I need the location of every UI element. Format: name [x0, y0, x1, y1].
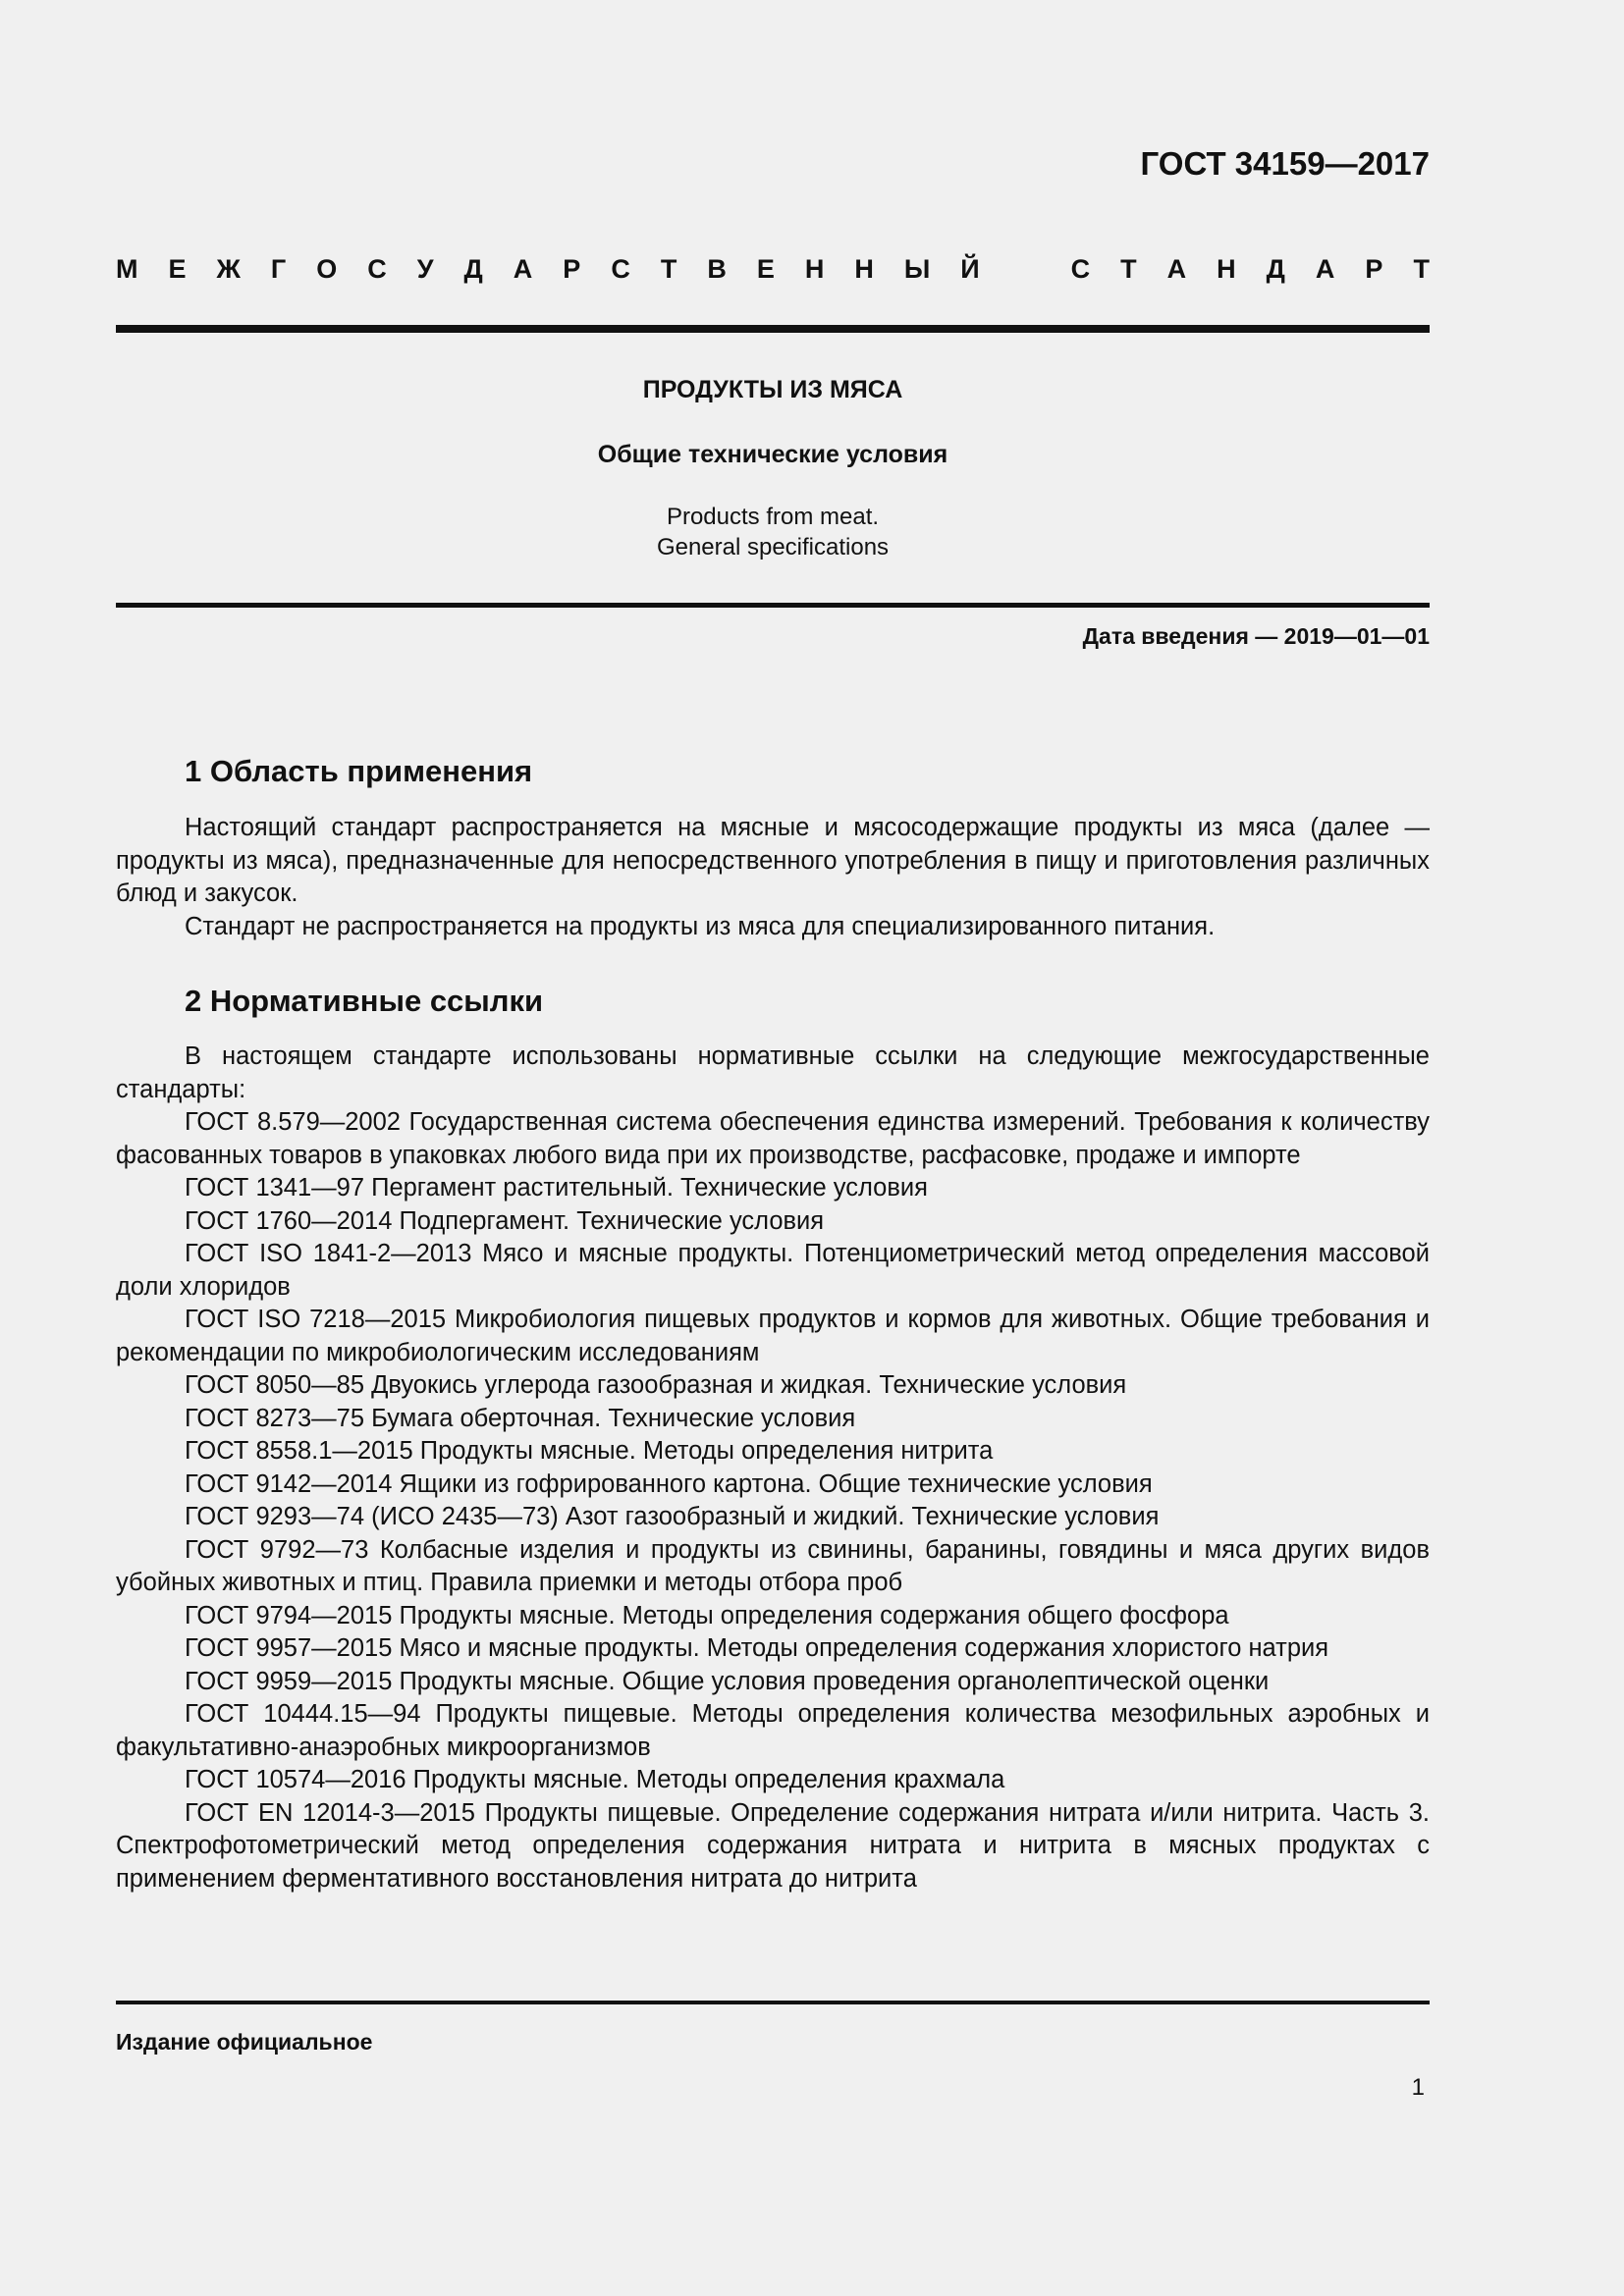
reference-item: ГОСТ 10574—2016 Продукты мясные. Методы определения крахмала — [185, 1766, 1005, 1793]
reference-item: ГОСТ EN 12014-3—2015 Продукты пищевые. Определение содержания нитрата и/или нитрита. Часть 3. Спектрофотометрический метод определения содержания нитрата и нитрита в мясных продуктах с применением ферментативного восстановления нитрата до нитрита — [116, 1798, 1430, 1893]
banner-letter: Т — [660, 254, 677, 284]
banner-letter: Д — [463, 254, 483, 284]
paragraph: В настоящем стандарте использованы нормативные ссылки на следующие межгосударственные стандарты: — [116, 1042, 1430, 1103]
english-title-line-2: General specifications — [656, 534, 890, 561]
banner-letter: Р — [1365, 254, 1383, 284]
banner-letter: Т — [1120, 254, 1137, 284]
banner-letter: Е — [756, 254, 775, 284]
banner-letter: У — [416, 254, 434, 284]
reference-item: ГОСТ 8050—85 Двуокись углерода газообразная и жидкая. Технические условия — [185, 1371, 1127, 1399]
reference-item: ГОСТ 9293—74 (ИСО 2435—73) Азот газообразный и жидкий. Технические условия — [185, 1503, 1160, 1530]
banner-letter: Н — [804, 254, 825, 284]
reference-item: ГОСТ 1341—97 Пергамент растительный. Технические условия — [185, 1174, 928, 1201]
banner-letter: Ы — [903, 254, 931, 284]
reference-item: ГОСТ 8273—75 Бумага оберточная. Технические условия — [185, 1404, 856, 1432]
reference-item: ГОСТ 10444.15—94 Продукты пищевые. Методы определения количества мезофильных аэробных и факультативно-анаэробных микроорганизмов — [116, 1700, 1430, 1761]
paragraph: Настоящий стандарт распространяется на мясные и мясосодержащие продукты из мяса (далее — продукты из мяса), предназначенные для непосредственного употребления в пищу и приготовления различных блюд и закусок. — [116, 814, 1430, 907]
banner-letter: О — [316, 254, 338, 284]
banner-letter: Д — [1266, 254, 1285, 284]
reference-item: ГОСТ 9792—73 Колбасные изделия и продукты из свинины, баранины, говядины и мяса других видов убойных животных и птиц. Правила приемки и методы отбора проб — [116, 1535, 1430, 1596]
banner-letter: Й — [960, 254, 980, 284]
section-1-body — [116, 812, 1430, 943]
reference-item: ГОСТ ISO 1841-2—2013 Мясо и мясные продукты. Потенциометрический метод определения массовой доли хлоридов — [116, 1240, 1430, 1301]
document-number: ГОСТ 34159—2017 — [1140, 145, 1430, 182]
banner-letter: А — [1315, 254, 1335, 284]
banner-letter: А — [1166, 254, 1187, 284]
reference-item: ГОСТ ISO 7218—2015 Микробиология пищевых продуктов и кормов для животных. Общие требования и рекомендации по микробиологическим исследованиям — [116, 1306, 1430, 1366]
banner-letter: Н — [854, 254, 874, 284]
reference-item: ГОСТ 8.579—2002 Государственная система обеспечения единства измерений. Требования к количеству фасованных товаров в упаковках любого вида при их производстве, расфасовке, продаже и импорте — [116, 1108, 1430, 1169]
paragraph: Стандарт не распространяется на продукты из мяса для специализированного питания. — [185, 912, 1216, 940]
banner-letter: Г — [270, 254, 287, 284]
reference-item: ГОСТ 1760—2014 Подпергамент. Технические условия — [185, 1206, 825, 1235]
banner-letter: Е — [168, 254, 187, 284]
section-1-heading: 1 Область применения — [185, 754, 533, 788]
footer-rule-divider — [116, 2001, 1430, 2004]
title-rule-divider — [116, 603, 1430, 608]
document-subtitle: Общие технические условия — [597, 441, 948, 468]
banner-letter: М — [116, 254, 138, 284]
banner-letter: С — [611, 254, 630, 284]
introduction-date: Дата введения — 2019—01—01 — [1082, 623, 1430, 649]
banner-letter: Н — [1217, 254, 1236, 284]
interstate-standard-banner — [116, 254, 1430, 285]
banner-letter: Т — [1413, 254, 1430, 284]
banner-letter: Р — [563, 254, 581, 284]
official-edition-label: Издание официальное — [116, 2029, 373, 2055]
reference-item: ГОСТ 9142—2014 Ящики из гофрированного картона. Общие технические условия — [185, 1469, 1153, 1498]
banner-letter: С — [367, 254, 387, 284]
reference-item: ГОСТ 9794—2015 Продукты мясные. Методы определения содержания общего фосфора — [185, 1601, 1229, 1629]
reference-item: ГОСТ 8558.1—2015 Продукты мясные. Методы определения нитрита — [185, 1437, 994, 1465]
section-2-heading: 2 Нормативные ссылки — [185, 984, 544, 1018]
banner-letter: В — [707, 254, 727, 284]
english-title-line-1: Products from meat. — [666, 504, 880, 530]
banner-letter: С — [1070, 254, 1091, 284]
banner-letter: Ж — [216, 254, 241, 284]
document-title: ПРОДУКТЫ ИЗ МЯСА — [642, 376, 903, 403]
top-rule-divider — [116, 325, 1430, 333]
reference-item: ГОСТ 9957—2015 Мясо и мясные продукты. Методы определения содержания хлористого натрия — [185, 1634, 1329, 1662]
page-number: 1 — [1411, 2074, 1425, 2101]
banner-letter: А — [513, 254, 533, 284]
section-2-body — [116, 1041, 1430, 1896]
reference-item: ГОСТ 9959—2015 Продукты мясные. Общие условия проведения органолептической оценки — [185, 1667, 1270, 1695]
